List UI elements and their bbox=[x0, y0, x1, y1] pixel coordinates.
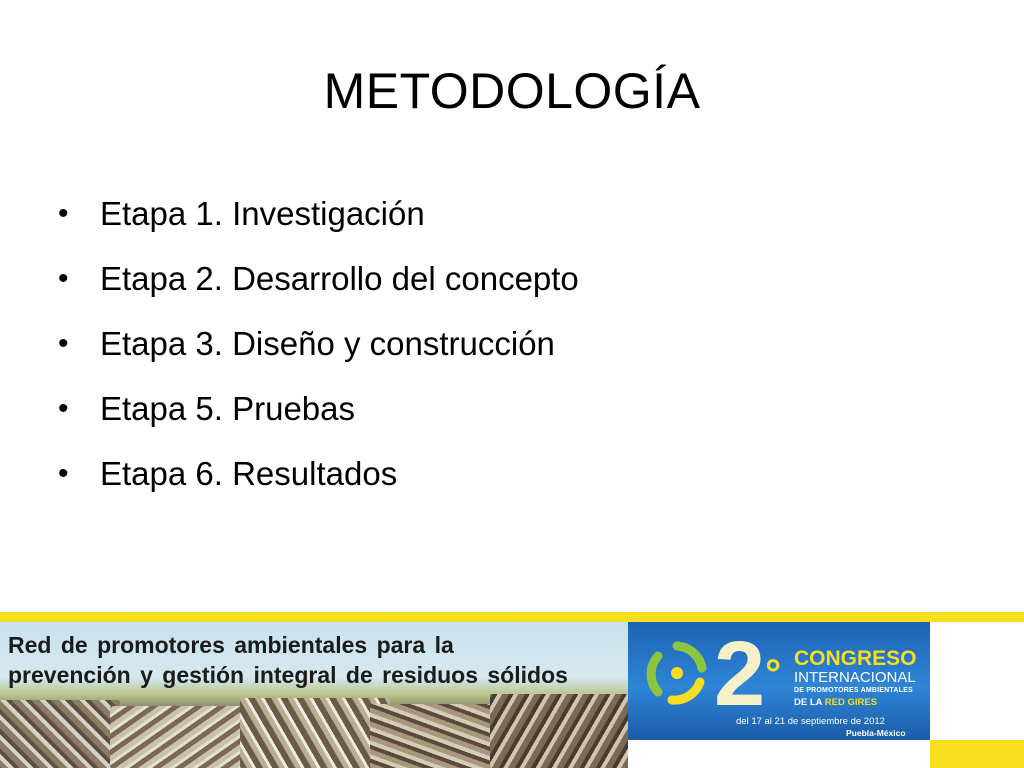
congress-ordinal: ° bbox=[765, 652, 782, 696]
congress-number-digit: 2 bbox=[714, 623, 766, 725]
bullet-item bbox=[58, 188, 579, 253]
bullet-text: Etapa 3. Diseño y construcción bbox=[100, 325, 555, 362]
bullet-icon: • bbox=[58, 197, 69, 230]
congress-dates: del 17 al 21 de septiembre de 2012 bbox=[736, 716, 885, 727]
bale-image bbox=[490, 694, 628, 768]
congress-subtitle: INTERNACIONAL bbox=[794, 669, 916, 686]
bullet-icon: • bbox=[58, 327, 69, 360]
bullet-text: Etapa 1. Investigación bbox=[100, 195, 425, 232]
congress-red-gires-name: RED GIRES bbox=[824, 697, 878, 708]
bullet-icon: • bbox=[58, 392, 69, 425]
congress-red-gires bbox=[794, 697, 877, 709]
bullet-item bbox=[58, 318, 579, 383]
banner-caption-line: Red de promotores ambientales para la bbox=[8, 632, 454, 658]
bullet-icon: • bbox=[58, 457, 69, 490]
bullet-item bbox=[58, 253, 579, 318]
bullet-item bbox=[58, 448, 579, 513]
banner-caption-line: prevención y gestión integral de residuos sólidos bbox=[8, 662, 568, 688]
congress-number bbox=[714, 624, 781, 724]
recycle-ring-icon bbox=[642, 638, 712, 708]
bale-image bbox=[240, 698, 390, 768]
bullet-icon: • bbox=[58, 262, 69, 295]
recycling-bales-photo bbox=[0, 622, 628, 768]
banner-caption bbox=[8, 630, 568, 690]
bullet-list bbox=[58, 188, 579, 513]
congress-location: Puebla-México bbox=[846, 728, 906, 738]
congress-title: CONGRESO bbox=[794, 647, 917, 670]
footer-banner bbox=[0, 612, 1024, 768]
bullet-text: Etapa 5. Pruebas bbox=[100, 390, 356, 427]
bale-image bbox=[370, 704, 510, 768]
bullet-text: Etapa 2. Desarrollo del concepto bbox=[100, 260, 579, 297]
bale-image bbox=[110, 706, 260, 768]
banner-yellow-stripe bbox=[0, 612, 1024, 622]
congress-promotores: DE PROMOTORES AMBIENTALES bbox=[794, 687, 913, 694]
slide-title: METODOLOGÍA bbox=[323, 63, 701, 119]
bale-image bbox=[0, 700, 120, 768]
bullet-item bbox=[58, 383, 579, 448]
congress-de-la: DE LA bbox=[794, 697, 823, 708]
banner-yellow-corner bbox=[930, 612, 1024, 768]
congress-logo-panel bbox=[628, 622, 930, 740]
bullet-text: Etapa 6. Resultados bbox=[100, 455, 398, 492]
